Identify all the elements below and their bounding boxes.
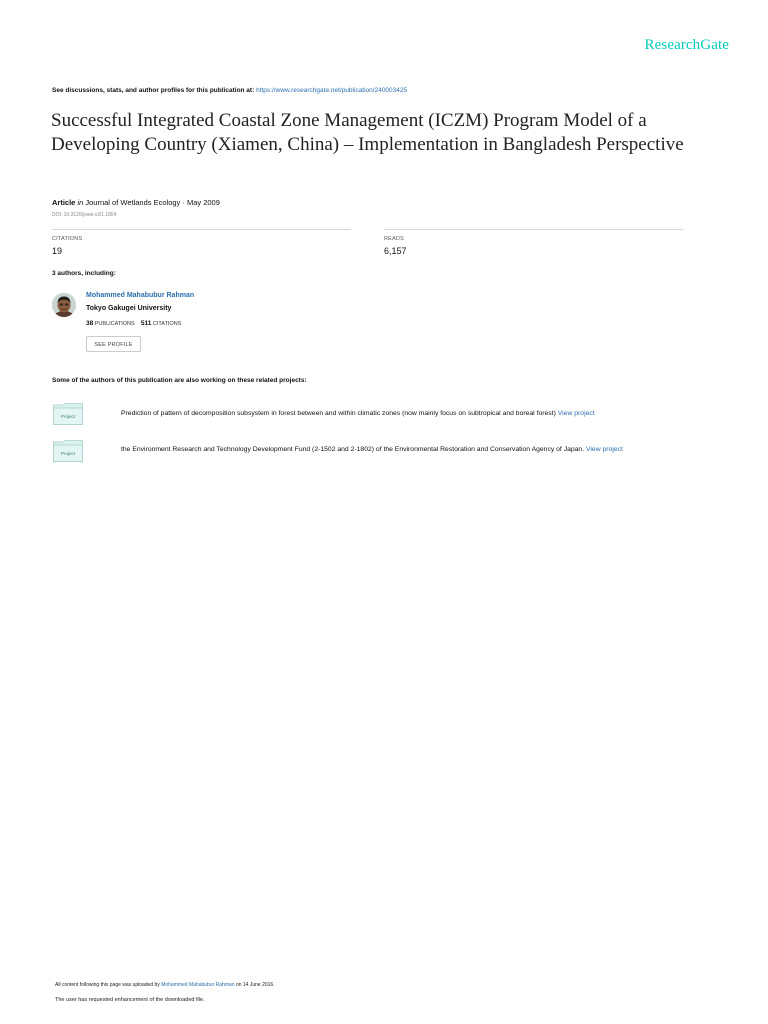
see-discussions-text: See discussions, stats, and author profiles for this publication at: — [52, 87, 255, 94]
publication-url-link[interactable]: https://www.researchgate.net/publication/240003425 — [256, 87, 408, 94]
reads-divider — [384, 229, 683, 230]
see-discussions-line — [52, 87, 407, 94]
project-folder-icon — [53, 440, 83, 462]
author-citations-count: 511 — [140, 320, 152, 327]
upload-prefix: All content following this page was uploaded by — [55, 982, 160, 988]
publication-type: Article — [52, 198, 76, 207]
citations-divider — [52, 229, 351, 230]
related-projects-heading: Some of the authors of this publication are also working on these related projects: — [52, 377, 307, 384]
author-name-link[interactable]: Mohammed Mahabubur Rahman — [86, 292, 195, 299]
reads-label: READS — [384, 236, 404, 242]
project-2-view-link[interactable]: View project — [586, 446, 623, 453]
publication-doi[interactable]: DOI: 10.3126/jowe.v2i1.1854 — [52, 212, 117, 218]
uploader-link[interactable]: Mohammed Mahabubur Rahman — [161, 982, 235, 988]
citations-label: CITATIONS — [52, 236, 83, 242]
project-folder-icon — [53, 403, 83, 425]
upload-note — [55, 982, 275, 988]
author-stats — [86, 320, 181, 327]
author-photo-icon — [52, 293, 76, 317]
researchgate-logo[interactable]: ResearchGate — [644, 37, 729, 53]
citations-value: 19 — [52, 246, 63, 256]
author-publications-label: PUBLICATIONS — [94, 321, 135, 327]
author-publications-count: 38 — [86, 320, 94, 327]
project-icon-label: Project — [60, 414, 76, 419]
project-1-view-link[interactable]: View project — [557, 410, 595, 417]
project-1-text: Prediction of pattern of decomposition subsystem in forest between and within climatic zones (now mainly focus on subtropical and boreal forest) — [121, 410, 556, 417]
author-institution: Tokyo Gakugei University — [86, 305, 172, 312]
author-citations-label: CITATIONS — [152, 321, 182, 327]
reads-value: 6,157 — [384, 246, 407, 256]
publication-in: in — [77, 198, 84, 207]
project-item-1 — [121, 410, 595, 417]
upload-suffix: on 14 June 2016. — [235, 982, 275, 988]
enhancement-note: The user has requested enhancement of the downloaded file. — [55, 997, 205, 1003]
project-icon-label: Project — [60, 451, 76, 456]
project-item-2 — [121, 446, 623, 453]
journal-date[interactable]: Journal of Wetlands Ecology · May 2009 — [85, 198, 220, 207]
project-2-text: the Environment Research and Technology Development Fund (2-1502 and 2-1802) of the Environmental Restoration and Conservation Agency of Japan. — [121, 446, 585, 453]
see-profile-button[interactable]: SEE PROFILE — [86, 336, 141, 352]
author-avatar[interactable] — [52, 293, 76, 317]
publication-meta — [52, 198, 220, 207]
publication-title: Successful Integrated Coastal Zone Management (ICZM) Program Model of a Developing Country (Xiamen, China) – Implementation in Bangladesh Perspective — [51, 110, 684, 155]
authors-heading: 3 authors, including: — [52, 270, 116, 277]
